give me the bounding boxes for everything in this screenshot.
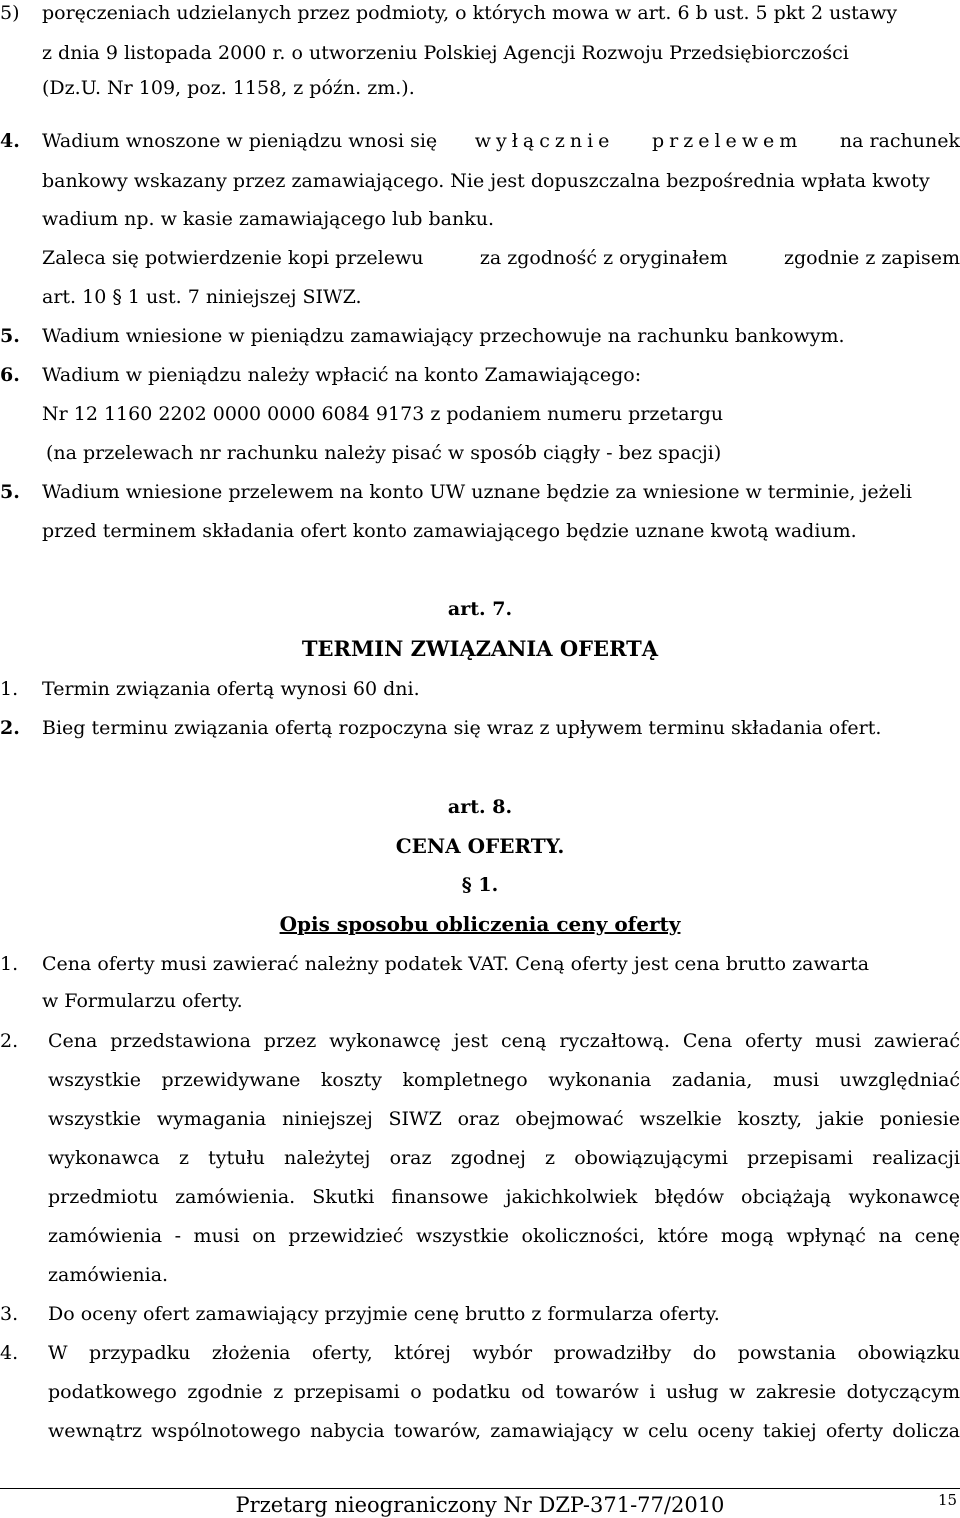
paragraph-sign: § 1.: [461, 874, 499, 896]
text-line: z dnia 9 listopada 2000 r. o utworzeniu Polskiej Agencji Rozwoju Przedsiębiorczości: [42, 42, 849, 64]
list-number: 1.: [0, 678, 19, 700]
text-line: wewnątrz wspólnotowego nabycia towarów, zamawiający w celu oceny takiej oferty dolicza: [48, 1420, 960, 1442]
text-line: (na przelewach nr rachunku należy pisać w sposób ciągły - bez spacji): [46, 442, 722, 464]
list-number: 3.: [0, 1303, 19, 1325]
text-line: bankowy wskazany przez zamawiającego. Nie jest dopuszczalna bezpośrednia wpłata kwoty: [42, 170, 930, 192]
account-number-line: Nr 12 1160 2202 0000 0000 6084 9173 z podaniem numeru przetargu: [42, 403, 724, 425]
text-line: Termin związania ofertą wynosi 60 dni.: [42, 678, 420, 700]
emphasis-spaced-text: wyłącznie: [474, 130, 615, 152]
footer-divider: [0, 1488, 960, 1489]
text-line: Bieg terminu związania ofertą rozpoczyna się wraz z upływem terminu składania ofert.: [42, 717, 882, 739]
text-segment: Zaleca się potwierdzenie kopi przelewu: [42, 247, 424, 269]
text-line: wszystkie przewidywane koszty kompletnego wykonania zadania, musi uwzględniać: [48, 1069, 960, 1091]
text-segment: Wadium wnoszone w pieniądzu wnosi się: [42, 130, 438, 152]
justified-line: [42, 132, 960, 151]
text-segment: za zgodność z oryginałem: [479, 247, 728, 269]
article-label: art. 8.: [447, 796, 513, 818]
text-line: poręczeniach udzielanych przez podmioty, o których mowa w art. 6 b ust. 5 pkt 2 ustawy: [42, 2, 898, 24]
text-line: W przypadku złożenia oferty, której wybór prowadziłby do powstania obowiązku: [48, 1342, 960, 1364]
text-line: Wadium wniesione przelewem na konto UW uznane będzie za wniesione w terminie, jeżeli: [42, 481, 913, 503]
text-line: przedmiotu zamówienia. Skutki finansowe jakichkolwiek błędów obciążają wykonawcę: [48, 1186, 960, 1208]
article-label: art. 7.: [447, 598, 513, 620]
text-line: zamówienia.: [48, 1264, 169, 1286]
list-number: 5.: [0, 325, 20, 347]
text-line: Wadium wniesione w pieniądzu zamawiający przechowuje na rachunku bankowym.: [42, 325, 845, 347]
justified-line: [42, 955, 960, 974]
text-segment: Cena oferty musi zawierać należny podatek VAT. Ceną oferty jest cena brutto zawarta: [42, 953, 870, 975]
text-line: w Formularzu oferty.: [42, 990, 243, 1012]
emphasis-spaced-text: przelewem: [651, 130, 803, 152]
list-number: 5): [0, 2, 20, 24]
text-line: Do oceny ofert zamawiający przyjmie cenę brutto z formularza oferty.: [48, 1303, 720, 1325]
page-footer: Przetarg nieograniczony Nr DZP-371-77/2010: [235, 1493, 725, 1517]
text-line: wykonawca z tytułu należytej oraz zgodnej z obowiązującymi przepisami realizacji: [48, 1147, 960, 1169]
text-line: wszystkie wymagania niniejszej SIWZ oraz obejmować wszelkie koszty, jakie poniesie: [48, 1108, 960, 1130]
text-line: podatkowego zgodnie z przepisami o podatku od towarów i usług w zakresie dotyczącym: [48, 1381, 960, 1403]
list-number: 4.: [0, 1342, 19, 1364]
list-number: 6.: [0, 364, 20, 386]
list-number: 4.: [0, 130, 20, 152]
justified-line: [42, 249, 960, 268]
text-segment: zgodnie z zapisem: [783, 247, 960, 269]
text-line: (Dz.U. Nr 109, poz. 1158, z późn. zm.).: [42, 77, 415, 99]
page-number: 15: [938, 1491, 958, 1509]
list-number: 2.: [0, 717, 20, 739]
text-line: zamówienia - musi on przewidzieć wszystkie okoliczności, które mogą wpłynąć na cenę: [48, 1225, 960, 1247]
section-title: TERMIN ZWIĄZANIA OFERTĄ: [301, 636, 659, 661]
text-line: wadium np. w kasie zamawiającego lub banku.: [42, 208, 494, 230]
list-number: 5.: [0, 481, 20, 503]
subsection-title: Opis sposobu obliczenia ceny oferty: [279, 912, 681, 936]
text-line: Cena przedstawiona przez wykonawcę jest ceną ryczałtową. Cena oferty musi zawierać: [48, 1030, 960, 1052]
list-number: 2.: [0, 1030, 19, 1052]
text-segment: na rachunek: [839, 130, 960, 152]
text-line: przed terminem składania ofert konto zamawiającego będzie uznane kwotą wadium.: [42, 520, 857, 542]
section-title: CENA OFERTY.: [395, 834, 565, 858]
list-number: 1.: [0, 953, 19, 975]
text-line: Wadium w pieniądzu należy wpłacić na konto Zamawiającego:: [42, 364, 642, 386]
text-line: art. 10 § 1 ust. 7 niniejszej SIWZ.: [42, 286, 362, 308]
